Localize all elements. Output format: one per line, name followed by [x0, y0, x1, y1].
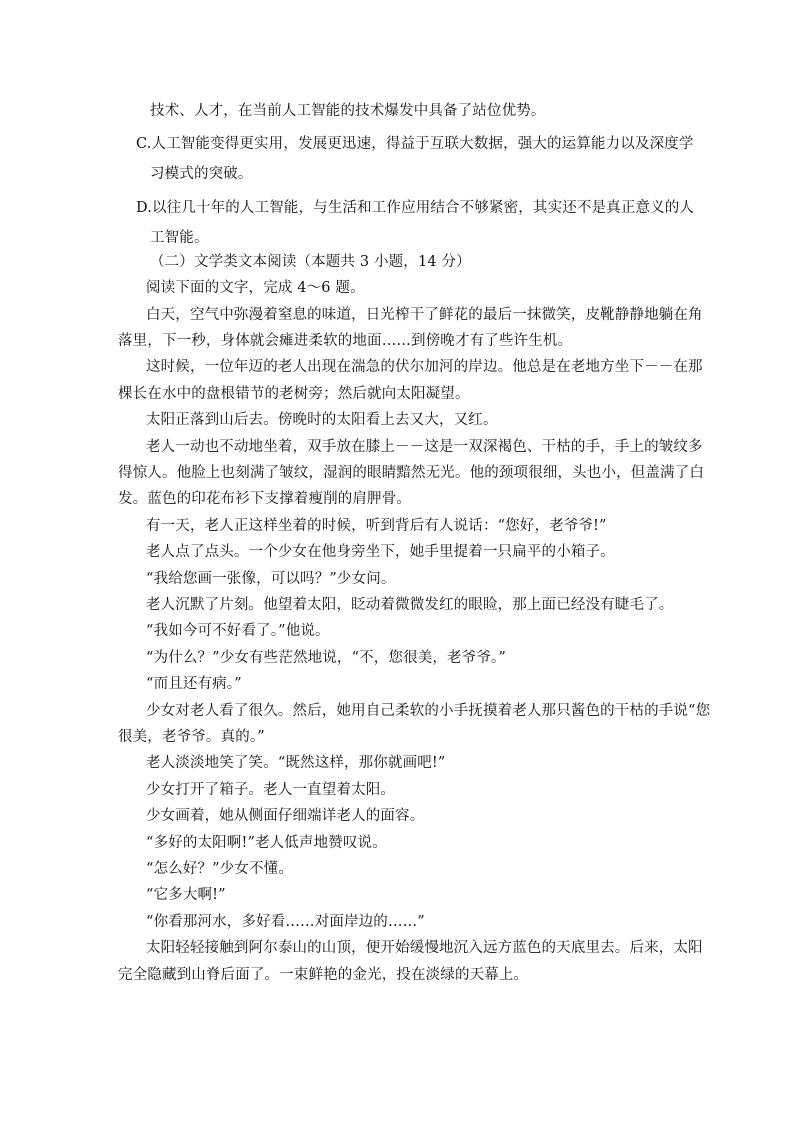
passage-line: 少女画着，她从侧面仔细端详老人的面容。 — [146, 808, 425, 824]
passage-line: 老人一动也不动地坐着，双手放在膝上－－这是一双深褐色、干枯的手，手上的皱纹多 — [146, 439, 703, 455]
passage-line: 得惊人。他脸上也刻满了皱纹，湿润的眼睛黯然无光。他的颈项很细，头也小，但盖满了白 — [118, 465, 704, 481]
passage-line: “多好的太阳啊!”老人低声地赞叹说。 — [146, 835, 387, 851]
passage-line: “它多大啊!” — [146, 887, 226, 903]
text-line: 习模式的突破。 — [150, 166, 253, 182]
passage-line: “我给您画一张像，可以吗？”少女问。 — [146, 571, 396, 587]
passage-line: 少女打开了箱子。老人一直望着太阳。 — [146, 782, 396, 798]
passage-line: 棵长在水中的盘根错节的老树旁；然后就向太阳凝望。 — [118, 386, 470, 402]
passage-line: 有一天，老人正这样坐着的时候，听到背后有人说话：“您好，老爷爷!” — [146, 518, 607, 534]
section-heading: （二）文学类文本阅读（本题共 3 小题，14 分） — [150, 254, 471, 270]
passage-line: “我如今可不好看了。”他说。 — [146, 623, 330, 639]
passage-line: 落里，下一秒，身体就会瘫进柔软的地面……到傍晚才有了些许生机。 — [118, 333, 573, 349]
passage-line: 白天，空气中弥漫着窒息的味道，日光榨干了鲜花的最后一抹微笑，皮靴静静地躺在角 — [146, 307, 703, 323]
passage-line: 很美，老爷爷。真的。” — [118, 729, 265, 745]
option-d-line: D.以往几十年的人工智能，与生活和工作应用结合不够紧密，其实还不是真正意义的人 — [136, 200, 695, 216]
passage-line: 少女对老人看了很久。然后，她用自己柔软的小手抚摸着老人那只酱色的干枯的手说“您 — [146, 703, 711, 719]
passage-line: “而且还有病。” — [146, 676, 242, 692]
passage-line: 这时候，一位年迈的老人出现在湍急的伏尔加河的岸边。他总是在老地方坐下－－在那 — [146, 359, 703, 375]
passage-line: 完全隐藏到山脊后面了。一束鲜艳的金光，投在淡绿的天幕上。 — [118, 967, 529, 983]
text-line: 技术、人才，在当前人工智能的技术爆发中具备了站位优势。 — [150, 103, 546, 119]
text-line: 工智能。 — [150, 230, 209, 246]
passage-line: “你看那河水，多好看……对面岸边的……” — [146, 914, 425, 930]
passage-line: 太阳轻轻接触到阿尔泰山的山顶，便开始缓慢地沉入远方蓝色的天底里去。后来，太阳 — [146, 940, 703, 956]
passage-line: 老人淡淡地笑了笑。“既然这样，那你就画吧!” — [146, 755, 446, 771]
passage-line: 老人沉默了片刻。他望着太阳，眨动着微微发红的眼睑，那上面已经没有睫毛了。 — [146, 597, 674, 613]
passage-line: 发。蓝色的印花布衫下支撑着瘦削的肩胛骨。 — [118, 491, 411, 507]
instruction-line: 阅读下面的文字，完成 4～6 题。 — [146, 280, 365, 296]
passage-line: 太阳正落到山后去。傍晚时的太阳看上去又大，又红。 — [146, 412, 498, 428]
passage-line: 老人点了点头。一个少女在他身旁坐下，她手里提着一只扁平的小箱子。 — [146, 544, 615, 560]
passage-line: “怎么好？”少女不懂。 — [146, 861, 293, 877]
option-c-line: C.人工智能变得更实用，发展更迅速，得益于互联大数据，强大的运算能力以及深度学 — [136, 136, 694, 152]
passage-line: “为什么？”少女有些茫然地说，“不，您很美，老爷爷。” — [146, 650, 506, 666]
